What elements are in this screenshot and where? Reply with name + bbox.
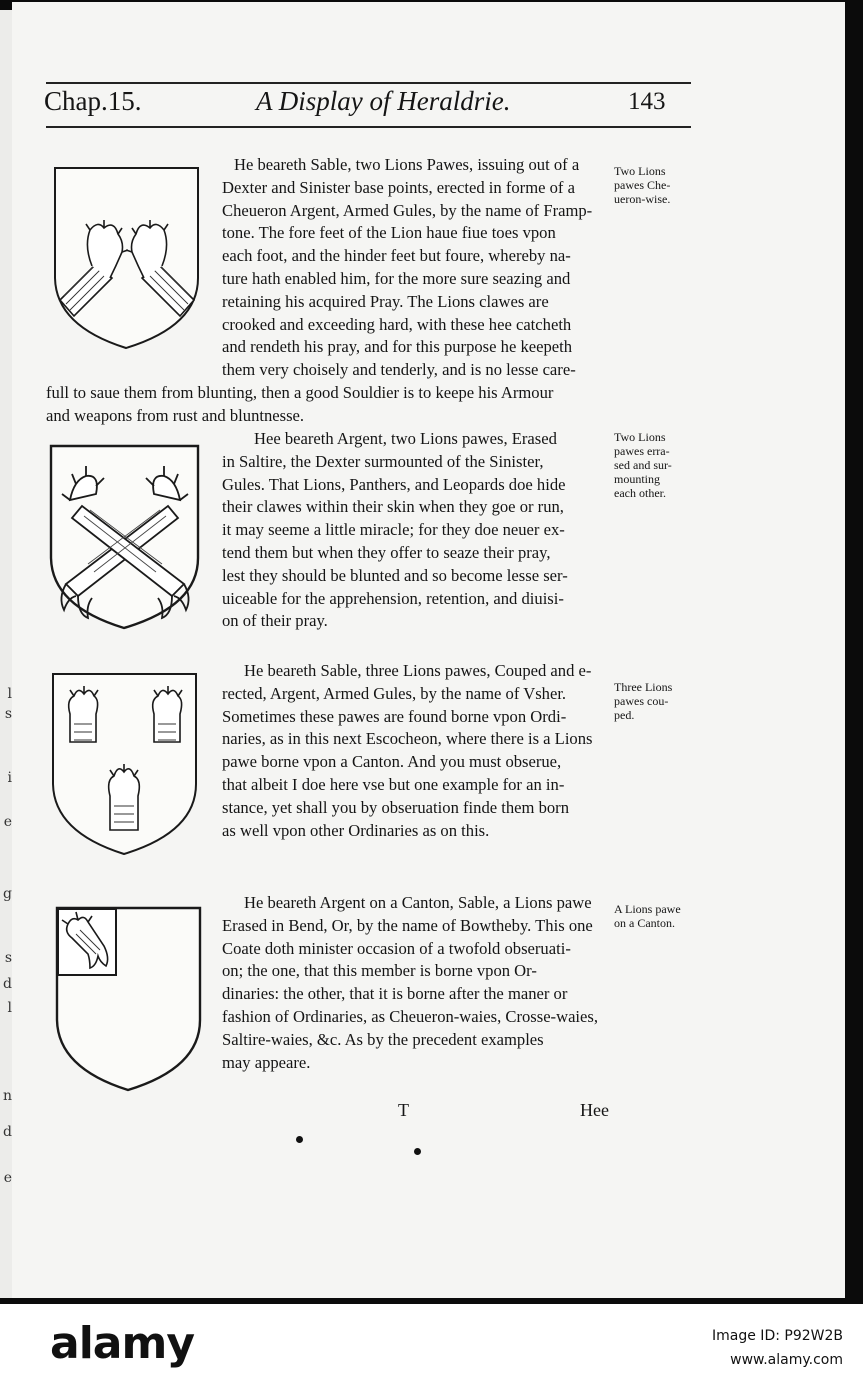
left-page-fragment: s: [4, 706, 12, 722]
text-line: and weapons from rust and bluntnesse.: [46, 405, 305, 425]
site-url: www.alamy.com: [730, 1352, 843, 1368]
shield-paws-in-saltire: [48, 444, 202, 630]
margin-note-line: Three Lions: [614, 680, 673, 694]
left-page-fragment: g: [3, 886, 12, 902]
text-line: them very choisely and tenderly, and is no lesse care-: [222, 360, 576, 380]
text-line: Dexter and Sinister base points, erected in forme of a: [222, 177, 575, 197]
text-line: fashion of Ordinaries, as Cheueron-waies, Crosse-waies,: [222, 1006, 599, 1026]
margin-note-line: each other.: [614, 486, 666, 500]
signature-mark: T: [398, 1100, 409, 1120]
paw-mark: [109, 764, 140, 830]
left-page-fragment: l: [7, 686, 12, 702]
shield-paw-on-canton: [54, 906, 204, 1092]
blazon-entry-3: [222, 660, 620, 842]
text-line: that albeit I doe here vse but one example for an in-: [222, 774, 565, 794]
shield-three-paws-couped: [50, 672, 200, 856]
margin-note-1: [614, 164, 670, 206]
text-line: Hee beareth Argent, two Lions pawes, Erased: [254, 429, 557, 448]
margin-note-line: A Lions pawe: [614, 902, 681, 916]
margin-note-line: pawes cou-: [614, 694, 669, 708]
text-line: retaining his acquired Pray. The Lions clawes are: [222, 291, 549, 311]
text-line: naries, as in this next Escocheon, where there is a Lions: [222, 729, 593, 749]
text-line: Coate doth minister occasion of a twofold obseruati-: [222, 938, 571, 958]
header-bottom-rule: [46, 126, 691, 128]
margin-note-2: [614, 430, 672, 500]
heraldic-shield-icon: [50, 672, 200, 856]
margin-note-3: [614, 680, 672, 722]
text-line: He beareth Sable, two Lions Pawes, issuing out of a: [234, 155, 580, 174]
printer-dot: [296, 1136, 303, 1143]
text-line: their clawes within their skin when they goe or run,: [222, 497, 564, 517]
margin-note-line: pawes Che-: [614, 178, 671, 192]
text-line: tend them but when they offer to seaze their pray,: [222, 542, 551, 562]
margin-note-line: pawes erra-: [614, 444, 670, 458]
left-page-fragment: s: [4, 950, 12, 966]
book-page: [12, 2, 845, 1298]
paw-mark: [153, 686, 182, 742]
left-page-fragment: i: [7, 770, 12, 786]
paw-mark: [69, 686, 98, 742]
printer-dot: [414, 1148, 421, 1155]
blazon-entry-2: [222, 428, 620, 633]
margin-note-line: on a Canton.: [614, 916, 675, 930]
left-page-fragment: e: [3, 814, 12, 830]
text-line: full to saue them from blunting, then a good Souldier is to keepe his Armour: [46, 382, 554, 402]
text-line: uiceable for the apprehension, retention, and diuisi-: [222, 588, 564, 608]
text-line: Gules. That Lions, Panthers, and Leopards doe hide: [222, 474, 566, 494]
left-page-fragment: d: [3, 976, 12, 992]
margin-note-line: ped.: [614, 708, 635, 722]
text-line: He beareth Argent on a Canton, Sable, a Lions pawe: [244, 893, 592, 912]
margin-note-line: ueron-wise.: [614, 192, 671, 206]
left-page-fragment: n: [2, 1088, 12, 1104]
watermark-footer: [0, 1304, 863, 1390]
text-line: crooked and exceeding hard, with these hee catcheth: [222, 314, 572, 334]
margin-note-line: Two Lions: [614, 430, 666, 444]
text-line: stance, yet shall you by obseruation finde them born: [222, 797, 570, 817]
left-page-fragment: e: [3, 1170, 12, 1186]
left-page-fragment: l: [7, 1000, 12, 1016]
heraldic-shield-icon: [54, 906, 204, 1092]
text-line: ture hath enabled him, for the more sure seazing and: [222, 268, 571, 288]
text-line: dinaries: the other, that it is borne after the maner or: [222, 984, 568, 1004]
text-line: Erased in Bend, Or, by the name of Bowtheby. This one: [222, 915, 593, 935]
text-line: lest they should be blunted and so become lesse ser-: [222, 565, 568, 585]
margin-note-line: mounting: [614, 472, 661, 486]
page-number: 143: [628, 88, 666, 115]
text-line: tone. The fore feet of the Lion haue fiue toes vpon: [222, 223, 556, 243]
text-line: and rendeth his pray, and for this purpose he keepeth: [222, 337, 573, 357]
text-line: as well vpon other Ordinaries as on this.: [222, 820, 490, 840]
header-top-rule: [46, 82, 691, 84]
text-line: pawe borne vpon a Canton. And you must obserue,: [222, 752, 562, 772]
image-id-label: Image ID: P92W2B: [712, 1328, 843, 1344]
left-page-fragment: d: [3, 1124, 12, 1140]
text-line: Sometimes these pawes are found borne vpon Ordi-: [222, 706, 567, 726]
text-line: rected, Argent, Armed Gules, by the name of Vsher.: [222, 683, 567, 703]
text-line: Cheueron Argent, Armed Gules, by the name of Framp-: [222, 200, 593, 220]
margin-note-line: Two Lions: [614, 164, 666, 178]
blazon-entry-4: [222, 892, 620, 1074]
brand-logo: alamy: [50, 1318, 194, 1369]
text-line: may appeare.: [222, 1052, 311, 1072]
text-line: Saltire-waies, &c. As by the precedent examples: [222, 1029, 544, 1049]
text-line: on; the one, that this member is borne vpon Or-: [222, 961, 537, 981]
margin-note-4: [614, 902, 681, 930]
text-line: it may seeme a little miracle; for they doe neuer ex-: [222, 520, 565, 540]
text-line: each foot, and the hinder feet but foure, whereby na-: [222, 246, 571, 266]
margin-note-line: sed and sur-: [614, 458, 672, 472]
text-line: He beareth Sable, three Lions pawes, Couped and e-: [244, 661, 592, 680]
blazon-entry-1: [46, 154, 620, 428]
running-title: A Display of Heraldrie.: [256, 86, 511, 116]
catchword: Hee: [580, 1100, 609, 1120]
chapter-heading: Chap.15.: [44, 86, 142, 116]
heraldic-shield-icon: [48, 444, 202, 630]
text-line: in Saltire, the Dexter surmounted of the Sinister,: [222, 451, 544, 471]
text-line: on of their pray.: [222, 611, 328, 631]
